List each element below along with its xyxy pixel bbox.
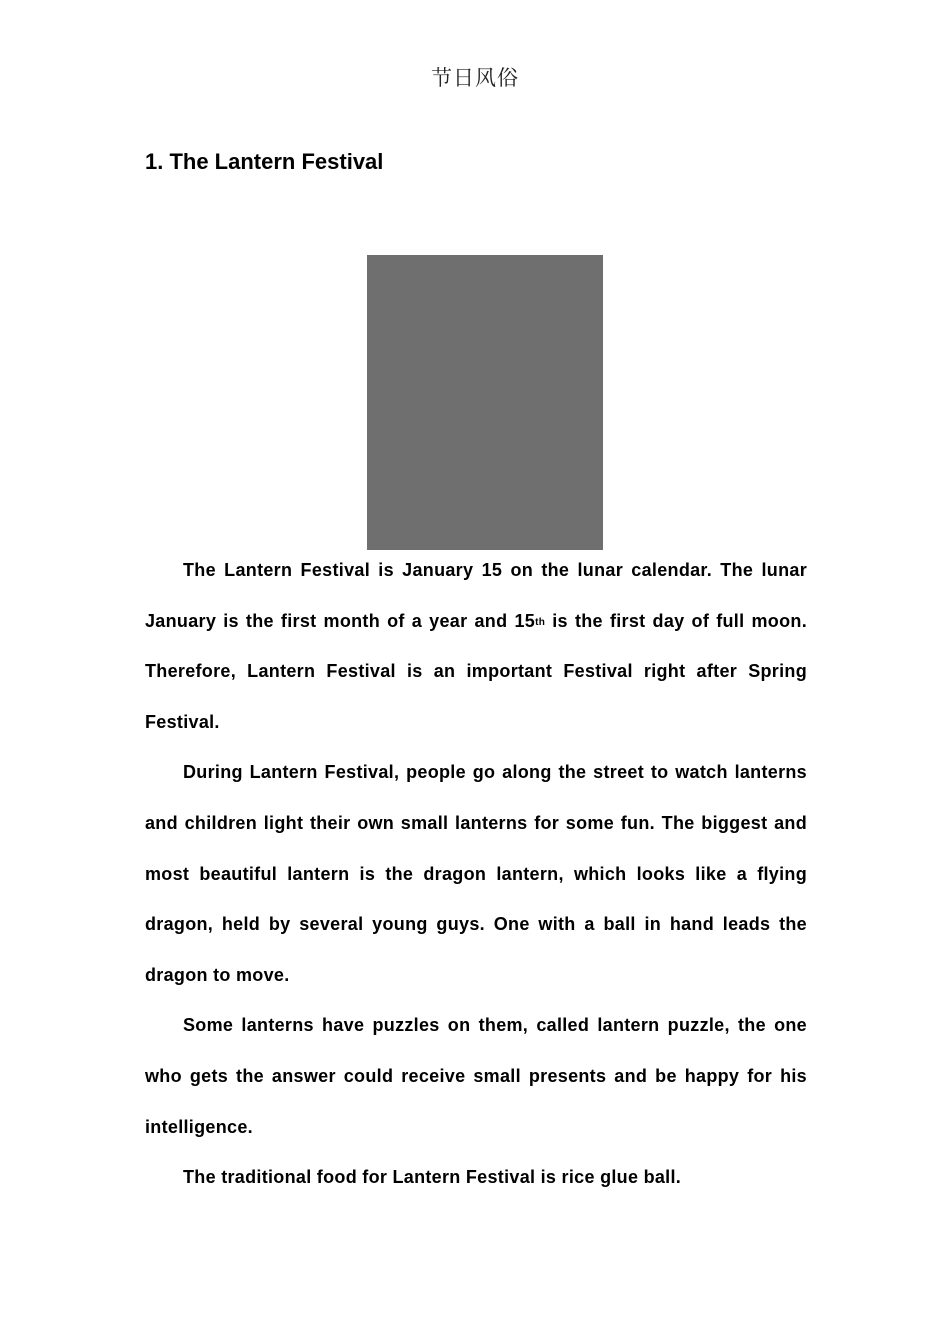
page-header: 节日风俗: [431, 66, 519, 90]
paragraph-1: [145, 545, 807, 747]
ordinal-suffix: th: [535, 616, 546, 628]
section-title: 1. The Lantern Festival: [145, 149, 384, 174]
lantern-image: [367, 255, 603, 550]
paragraph-3: Some lanterns have puzzles on them, called lantern puzzle, the one who gets the answer could receive small presents and be happy for his intelligence.: [145, 1015, 807, 1137]
article-body: [145, 545, 807, 1203]
paragraph-4: The traditional food for Lantern Festival is rice glue ball.: [183, 1167, 682, 1188]
paragraph-2: During Lantern Festival, people go along the street to watch lanterns and children light their own small lanterns for some fun. The biggest and most beautiful lantern is the dragon lantern, which looks like a flying dragon, held by several young guys. One with a ball in hand leads the dragon to move.: [145, 762, 807, 985]
paragraph-1-text-b: is the first day of full moon. Therefore, Lantern Festival is an important Festival right after Spring Festival.: [145, 610, 807, 732]
paragraph-1-text-a: The Lantern Festival is January 15 on the lunar calendar. The lunar January is the first month of a year and 15: [145, 560, 807, 631]
